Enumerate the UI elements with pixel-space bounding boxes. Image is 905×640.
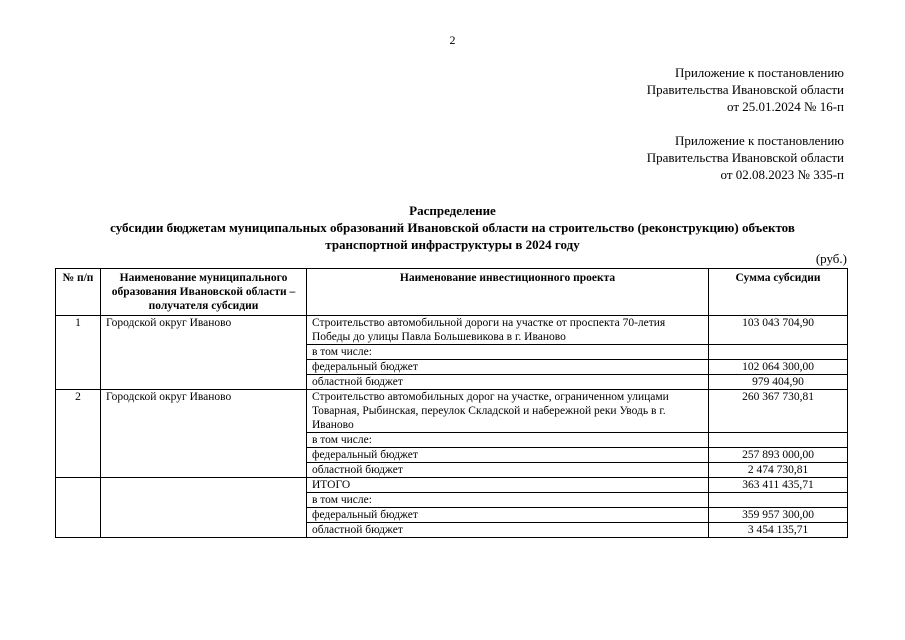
total-including: в том числе: — [307, 493, 709, 508]
row-federal-label: федеральный бюджет — [307, 360, 709, 375]
table-row — [56, 316, 848, 345]
appendix-date: от 02.08.2023 № 335-п — [720, 167, 844, 182]
total-num-empty — [56, 478, 101, 538]
row-amount-empty — [709, 433, 848, 448]
row-federal-amount: 257 893 000,00 — [709, 448, 848, 463]
appendix-block-current — [647, 64, 844, 115]
header-project: Наименование инвестиционного проекта — [307, 269, 709, 316]
header-municipality: Наименование муниципального образования Ивановской области – получателя субсидии — [101, 269, 307, 316]
total-federal-label: федеральный бюджет — [307, 508, 709, 523]
header-amount: Сумма субсидии — [709, 269, 848, 316]
total-amount-empty — [709, 493, 848, 508]
distribution-table — [55, 268, 848, 538]
appendix-line: Правительства Ивановской области — [646, 150, 844, 165]
row-regional-label: областной бюджет — [307, 375, 709, 390]
table-header-row — [56, 269, 848, 316]
row-project: Строительство автомобильных дорог на участке, ограниченном улицами Товарная, Рыбинская, переулок Складской и набережной реки Уводь в г. Иваново — [307, 390, 709, 433]
appendix-line: Приложение к постановлению — [674, 133, 844, 148]
header-num: № п/п — [56, 269, 101, 316]
total-regional-amount: 3 454 135,71 — [709, 523, 848, 538]
unit-label: (руб.) — [815, 251, 847, 266]
row-num: 2 — [56, 390, 101, 478]
total-federal-amount: 359 957 300,00 — [709, 508, 848, 523]
row-municipality: Городской округ Иваново — [101, 316, 307, 390]
row-project: Строительство автомобильной дороги на участке от проспекта 70-летия Победы до улицы Павла Большевикова в г. Иваново — [307, 316, 709, 345]
row-federal-amount: 102 064 300,00 — [709, 360, 848, 375]
total-row — [56, 478, 848, 493]
row-amount: 260 367 730,81 — [709, 390, 848, 433]
appendix-line: Приложение к постановлению — [674, 65, 844, 80]
row-regional-label: областной бюджет — [307, 463, 709, 478]
document-subtitle-cont: транспортной инфраструктуры в 2024 году — [325, 237, 580, 252]
document-subtitle: субсидии бюджетам муниципальных образований Ивановской области на строительство (реконструкцию) объектов — [110, 220, 795, 235]
row-num: 1 — [56, 316, 101, 390]
appendix-block-original — [647, 132, 844, 183]
document-title: Распределение — [409, 203, 496, 218]
row-municipality: Городской округ Иваново — [101, 390, 307, 478]
appendix-line: Правительства Ивановской области — [646, 82, 844, 97]
row-including: в том числе: — [307, 433, 709, 448]
total-municipality-empty — [101, 478, 307, 538]
row-regional-amount: 2 474 730,81 — [709, 463, 848, 478]
row-regional-amount: 979 404,90 — [709, 375, 848, 390]
appendix-date: от 25.01.2024 № 16-п — [727, 99, 844, 114]
total-regional-label: областной бюджет — [307, 523, 709, 538]
row-amount-empty — [709, 345, 848, 360]
table-row — [56, 390, 848, 433]
total-label: ИТОГО — [307, 478, 709, 493]
row-including: в том числе: — [307, 345, 709, 360]
row-amount: 103 043 704,90 — [709, 316, 848, 345]
page-number: 2 — [449, 33, 456, 47]
total-amount: 363 411 435,71 — [709, 478, 848, 493]
row-federal-label: федеральный бюджет — [307, 448, 709, 463]
